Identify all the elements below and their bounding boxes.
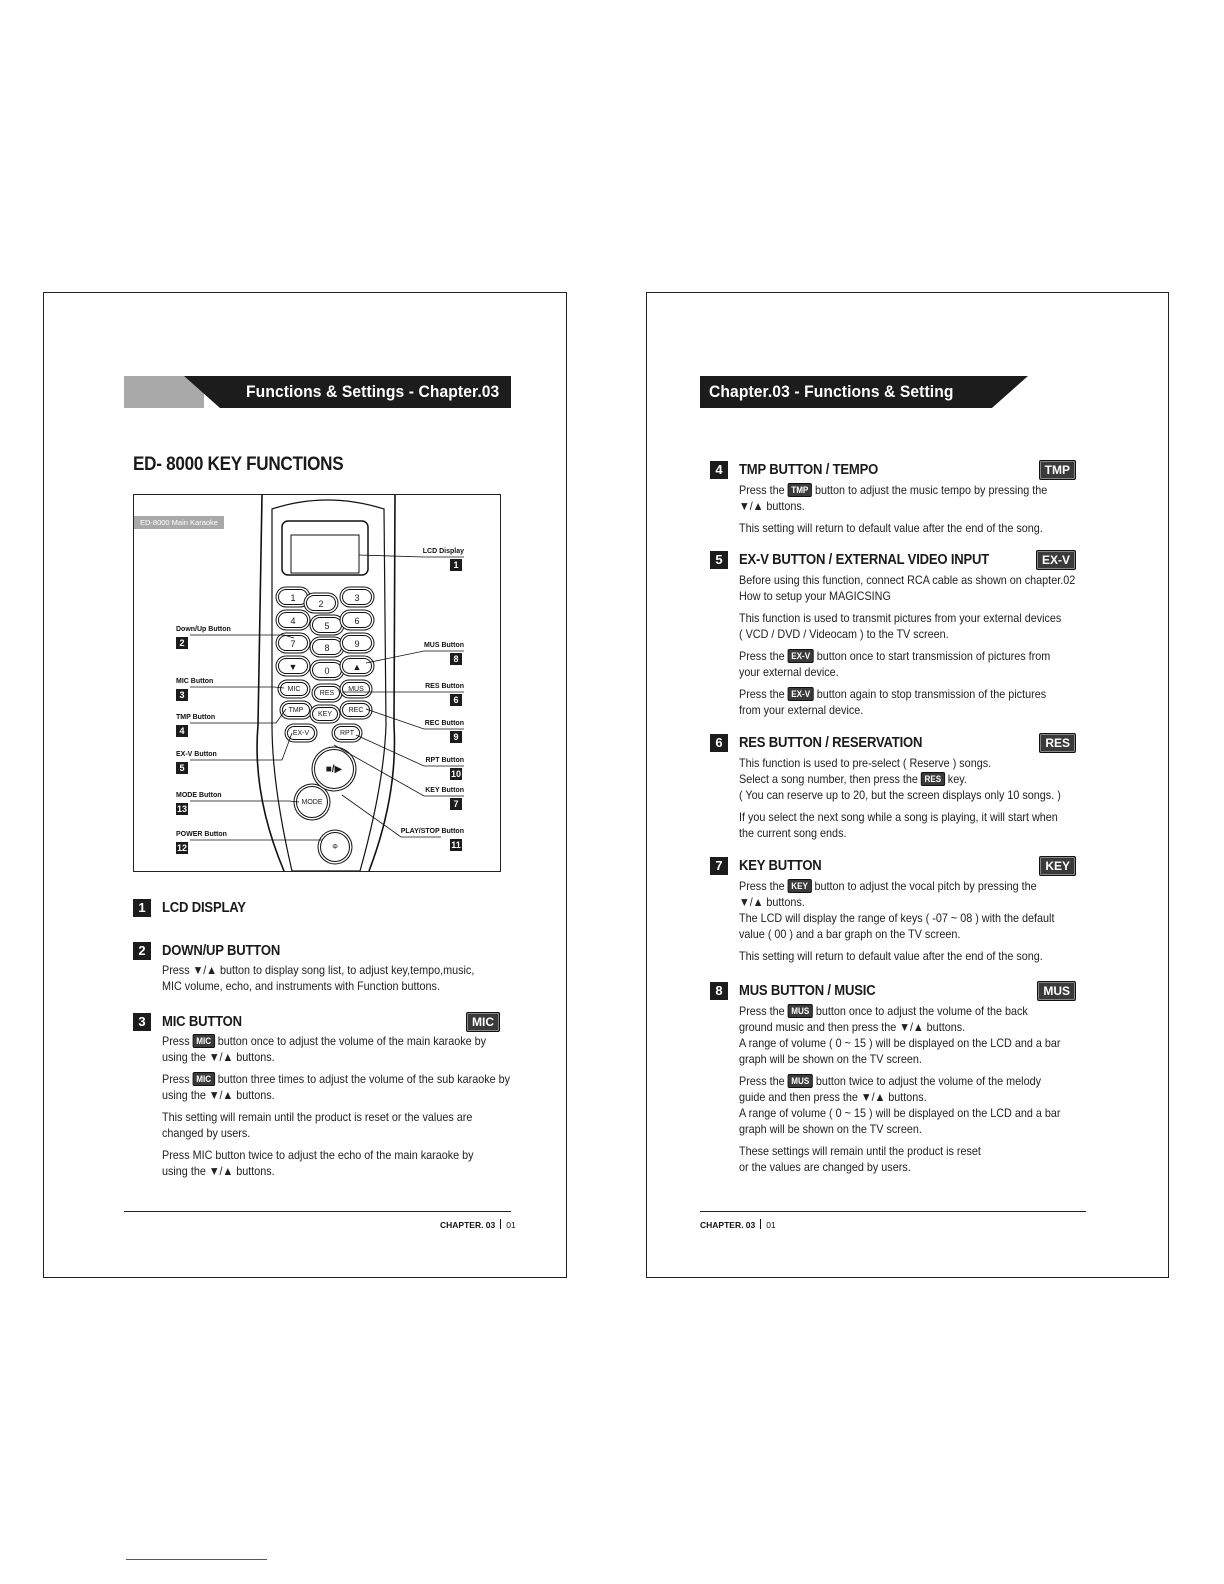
remote-key-8: 8 — [312, 639, 342, 655]
line: Before using this function, connect RCA cable as shown on chapter.02 — [739, 573, 1076, 587]
tmp-chip: TMP — [788, 483, 812, 497]
callout-label: Down/Up Button — [176, 626, 231, 633]
paragraph — [739, 648, 1075, 680]
section-title: KEY BUTTON — [739, 858, 822, 874]
line — [739, 1074, 1041, 1088]
section-number: 5 — [710, 551, 728, 569]
line-text: Press the — [739, 879, 785, 893]
tmp-button-tag: TMP — [1039, 460, 1076, 480]
remote-key-sym21: ■/▶ — [314, 749, 354, 789]
line: ▼/▲ buttons. — [739, 499, 805, 513]
section-body — [739, 878, 1054, 970]
left-banner-text: Functions & Settings - Chapter.03 — [245, 382, 499, 401]
line: using the ▼/▲ buttons. — [162, 1088, 275, 1102]
line: How to setup your MAGICSING — [739, 589, 891, 603]
line: Press ▼/▲ button to display song list, to adjust key,tempo,music, — [162, 963, 475, 977]
paragraph — [739, 878, 1054, 942]
line-text: button once to adjust the volume of the main karaoke by — [217, 1034, 487, 1048]
line-text: Press the — [739, 649, 785, 663]
paragraph — [739, 1073, 1060, 1137]
paragraph — [739, 948, 1054, 964]
section-body — [739, 1003, 1060, 1181]
remote-key-res: RES — [314, 686, 340, 700]
line-text: Press the — [739, 1074, 785, 1088]
line-text: Press the — [739, 1004, 785, 1018]
paragraph — [739, 520, 1047, 536]
paragraph — [739, 1143, 1060, 1175]
line: changed by users. — [162, 1126, 251, 1140]
callout-number: 4 — [176, 725, 188, 737]
section-number: 4 — [710, 461, 728, 479]
paragraph — [739, 686, 1075, 718]
section-2 — [133, 942, 500, 993]
paragraph — [739, 809, 1061, 841]
callout-number: 12 — [176, 843, 187, 853]
paragraph — [162, 962, 474, 994]
remote-key-5: 5 — [312, 617, 342, 633]
line-text: Press the — [739, 687, 785, 701]
section-body — [739, 572, 1075, 724]
section-6 — [710, 734, 1076, 840]
line: from your external device. — [739, 703, 864, 717]
line: This setting will remain until the product is reset or the values are — [162, 1110, 473, 1124]
line — [162, 1072, 510, 1086]
callout-number: 13 — [176, 804, 187, 814]
remote-key-exv: EX-V — [287, 726, 315, 740]
left-footer-rule — [124, 1211, 511, 1212]
callout-label: MODE Button — [176, 792, 222, 799]
left-banner — [124, 376, 511, 408]
section-title: EX-V BUTTON / EXTERNAL VIDEO INPUT — [739, 552, 990, 568]
paragraph — [739, 755, 1061, 803]
exv-chip: EX-V — [788, 687, 814, 701]
right-footer-page: 01 — [766, 1220, 776, 1230]
line: MIC volume, echo, and instruments with Function buttons. — [162, 979, 440, 993]
section-body — [162, 1033, 510, 1185]
section-8 — [710, 982, 1076, 1174]
line-text: Select a song number, then press the — [739, 772, 918, 786]
callout-number: 2 — [176, 637, 188, 649]
line: This setting will return to default value after the end of the song. — [739, 521, 1043, 535]
key-button-tag: KEY — [1039, 856, 1076, 876]
callout-label: PLAY/STOP Button — [400, 828, 464, 835]
section-1 — [133, 899, 500, 916]
exv-button-tag: EX-V — [1036, 550, 1076, 570]
section-number: 1 — [133, 899, 151, 917]
right-banner — [700, 376, 1086, 408]
remote-key-tmp: TMP — [282, 703, 310, 717]
section-title: LCD DISPLAY — [162, 900, 246, 916]
right-banner-text: Chapter.03 - Functions & Setting — [709, 382, 954, 401]
line: ▼/▲ buttons. — [739, 895, 805, 909]
paragraph — [162, 1147, 510, 1179]
line: Press MIC button twice to adjust the echo of the main karaoke by — [162, 1148, 474, 1162]
right-footer-chapter: CHAPTER. 03 — [700, 1220, 756, 1230]
section-body — [162, 962, 474, 1000]
line: This function is used to transmit pictures from your external devices — [739, 611, 1062, 625]
section-title: TMP BUTTON / TEMPO — [739, 462, 879, 478]
line — [739, 483, 1047, 497]
line-text: button once to start transmission of pictures from — [816, 649, 1051, 663]
left-footer — [440, 1219, 516, 1230]
callout-number: 3 — [176, 689, 188, 701]
section-number: 2 — [133, 942, 151, 960]
section-title: RES BUTTON / RESERVATION — [739, 735, 923, 751]
section-body — [739, 482, 1047, 542]
paragraph — [739, 482, 1047, 514]
section-title: DOWN/UP BUTTON — [162, 943, 281, 959]
mic-button-tag: MIC — [466, 1012, 500, 1032]
section-body — [739, 755, 1061, 847]
line — [162, 1034, 486, 1048]
line-text: Press the — [739, 483, 785, 497]
paragraph — [162, 1033, 510, 1065]
callouts — [134, 495, 500, 871]
line-text: key. — [947, 772, 967, 786]
line: using the ▼/▲ buttons. — [162, 1050, 275, 1064]
res-button-tag: RES — [1039, 733, 1076, 753]
callout-label: MIC Button — [176, 678, 214, 685]
diagram-tag: ED-8000 Main Karaoke — [134, 516, 224, 529]
remote-key-key: KEY — [312, 707, 338, 721]
section-title: MUS BUTTON / MUSIC — [739, 983, 876, 999]
section-3 — [133, 1013, 511, 1178]
remote-key-mus: MUS — [342, 682, 370, 696]
line-text: button to adjust the music tempo by pressing the — [814, 483, 1048, 497]
callout-number: 1 — [450, 559, 462, 571]
line-text: button to adjust the vocal pitch by pressing the — [814, 879, 1037, 893]
right-footer-rule — [700, 1211, 1086, 1212]
section-number: 6 — [710, 734, 728, 752]
remote-key-7: 7 — [278, 635, 308, 651]
paragraph — [739, 610, 1075, 642]
line: value ( 00 ) and a bar graph on the TV screen. — [739, 927, 961, 941]
callout-label: TMP Button — [176, 714, 216, 721]
line: These settings will remain until the product is reset — [739, 1144, 981, 1158]
remote-key-1: 1 — [278, 589, 308, 605]
paragraph — [739, 1003, 1060, 1067]
line: The LCD will display the range of keys ( -07 ~ 08 ) with the default — [739, 911, 1055, 925]
section-4 — [710, 461, 1076, 535]
line-text: button three times to adjust the volume of the sub karaoke by — [217, 1072, 511, 1086]
line: ( You can reserve up to 20, but the screen displays only 10 songs. ) — [739, 788, 1061, 802]
paragraph — [739, 572, 1075, 604]
callout-number: 7 — [450, 798, 462, 810]
mic-chip: MIC — [193, 1072, 215, 1086]
remote-key-6: 6 — [342, 612, 372, 628]
line: A range of volume ( 0 ~ 15 ) will be displayed on the LCD and a bar — [739, 1106, 1061, 1120]
callout-number: 10 — [450, 769, 461, 779]
remote-key-rpt: RPT — [334, 726, 360, 740]
paragraph — [162, 1109, 510, 1141]
callout-number: 9 — [450, 731, 462, 743]
line: the current song ends. — [739, 826, 847, 840]
callout-label: RPT Button — [425, 757, 464, 764]
remote-key-rec: REC — [342, 703, 370, 717]
line — [739, 649, 1050, 663]
line-text: button again to stop transmission of the pictures — [816, 687, 1047, 701]
line: If you select the next song while a song is playing, it will start when — [739, 810, 1058, 824]
bottom-link-rule — [126, 1559, 267, 1560]
line: ( VCD / DVD / Videocam ) to the TV screen. — [739, 627, 949, 641]
line — [739, 1004, 1028, 1018]
left-footer-chapter: CHAPTER. 03 — [440, 1220, 496, 1230]
section-5 — [710, 551, 1076, 717]
section-number: 7 — [710, 857, 728, 875]
remote-key-sym22: Φ — [320, 832, 350, 862]
callout-label: LCD Display — [422, 548, 464, 555]
line-text: button twice to adjust the volume of the melody — [815, 1074, 1041, 1088]
remote-key-mic: MIC — [280, 682, 308, 696]
remote-key-sym9: ▼ — [278, 658, 308, 674]
section-7 — [710, 857, 1076, 963]
exv-chip: EX-V — [788, 649, 814, 663]
line: guide and then press the ▼/▲ buttons. — [739, 1090, 927, 1104]
line: graph will be shown on the TV screen. — [739, 1122, 922, 1136]
left-footer-page: 01 — [506, 1220, 516, 1230]
right-footer — [700, 1219, 776, 1230]
mus-button-tag: MUS — [1037, 981, 1076, 1001]
line: ground music and then press the ▼/▲ buttons. — [739, 1020, 966, 1034]
mus-chip: MUS — [788, 1074, 813, 1088]
callout-label: REC Button — [424, 720, 464, 727]
remote-key-4: 4 — [278, 612, 308, 628]
remote-key-3: 3 — [342, 589, 372, 605]
remote-key-9: 9 — [342, 635, 372, 651]
line — [739, 687, 1046, 701]
page-title: ED- 8000 KEY FUNCTIONS — [133, 454, 344, 475]
line — [739, 772, 967, 786]
line: A range of volume ( 0 ~ 15 ) will be displayed on the LCD and a bar — [739, 1036, 1061, 1050]
remote-diagram — [133, 494, 501, 872]
line-text: Press — [162, 1072, 190, 1086]
remote-key-mode: MODE — [296, 786, 328, 818]
line: your external device. — [739, 665, 839, 679]
line: using the ▼/▲ buttons. — [162, 1164, 275, 1178]
callout-label: KEY Button — [425, 787, 464, 794]
callout-label: MUS Button — [423, 642, 464, 649]
line: or the values are changed by users. — [739, 1160, 911, 1174]
callout-number: 6 — [450, 694, 462, 706]
line-text: Press — [162, 1034, 190, 1048]
callout-label: EX-V Button — [176, 751, 217, 758]
res-chip: RES — [921, 772, 945, 786]
line — [739, 879, 1037, 893]
callout-number: 5 — [176, 762, 188, 774]
mus-chip: MUS — [788, 1004, 813, 1018]
section-number: 3 — [133, 1013, 151, 1031]
remote-key-2: 2 — [306, 595, 336, 611]
remote-key-sym11: ▲ — [342, 658, 372, 674]
key-chip: KEY — [788, 879, 812, 893]
line: This setting will return to default value after the end of the song. — [739, 949, 1043, 963]
callout-number: 8 — [450, 653, 462, 665]
line: graph will be shown on the TV screen. — [739, 1052, 922, 1066]
callout-label: RES Button — [425, 683, 464, 690]
section-number: 8 — [710, 982, 728, 1000]
section-title: MIC BUTTON — [162, 1014, 242, 1030]
mic-chip: MIC — [193, 1034, 215, 1048]
remote-key-0: 0 — [312, 662, 342, 678]
line-text: button once to adjust the volume of the back — [815, 1004, 1028, 1018]
callout-label: POWER Button — [176, 831, 227, 838]
line: This function is used to pre-select ( Reserve ) songs. — [739, 756, 992, 770]
callout-number: 11 — [451, 840, 461, 850]
paragraph — [162, 1071, 510, 1103]
